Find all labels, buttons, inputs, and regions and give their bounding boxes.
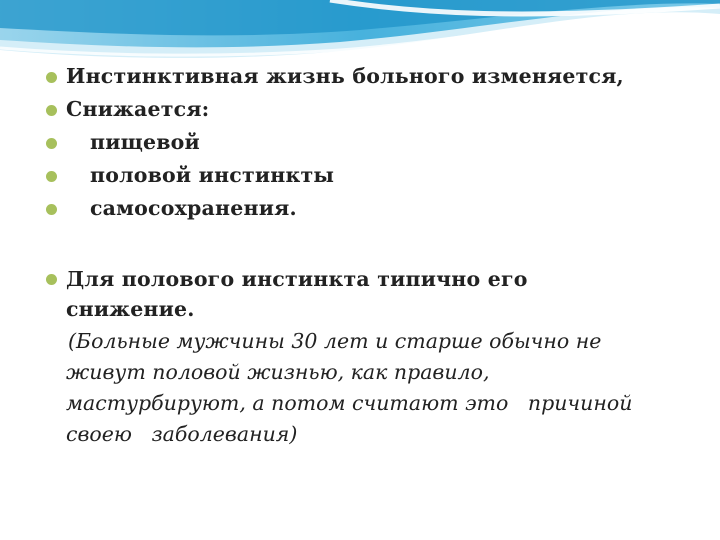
- note-line: мастурбируют, а потом считают это причиной: [66, 391, 633, 415]
- bullet-dot-icon: [46, 72, 57, 83]
- slide-body: [46, 60, 696, 450]
- bullet-dot-icon: [46, 274, 57, 285]
- bullet-dot-icon: [46, 105, 57, 116]
- note-line: (Больные мужчины 30 лет и старше обычно не: [68, 329, 602, 353]
- bullet-dot-icon: [46, 171, 57, 182]
- bullet-text: половой инстинкты: [90, 163, 335, 187]
- note-paragraph: [46, 326, 696, 450]
- bullet-item: [46, 159, 696, 192]
- note-line: живут половой жизнью, как правило,: [66, 360, 490, 384]
- bullet-text: Инстинктивная жизнь больного изменяется,: [66, 64, 624, 88]
- bullet-item: [46, 192, 696, 225]
- bullet-item: [46, 264, 696, 324]
- bullet-text-line: снижение.: [66, 297, 195, 321]
- bullet-text: Снижается:: [66, 97, 210, 121]
- note-line: своею заболевания): [66, 422, 298, 446]
- bullet-text: самосохранения.: [90, 196, 297, 220]
- bullet-dot-icon: [46, 204, 57, 215]
- bullet-text: пищевой: [90, 130, 200, 154]
- bullet-item: [46, 126, 696, 159]
- bullet-dot-icon: [46, 138, 57, 149]
- bullet-text-line: Для полового инстинкта типично его: [66, 267, 528, 291]
- spacer: [46, 225, 696, 264]
- bullet-item: [46, 93, 696, 126]
- bullet-item: [46, 60, 696, 93]
